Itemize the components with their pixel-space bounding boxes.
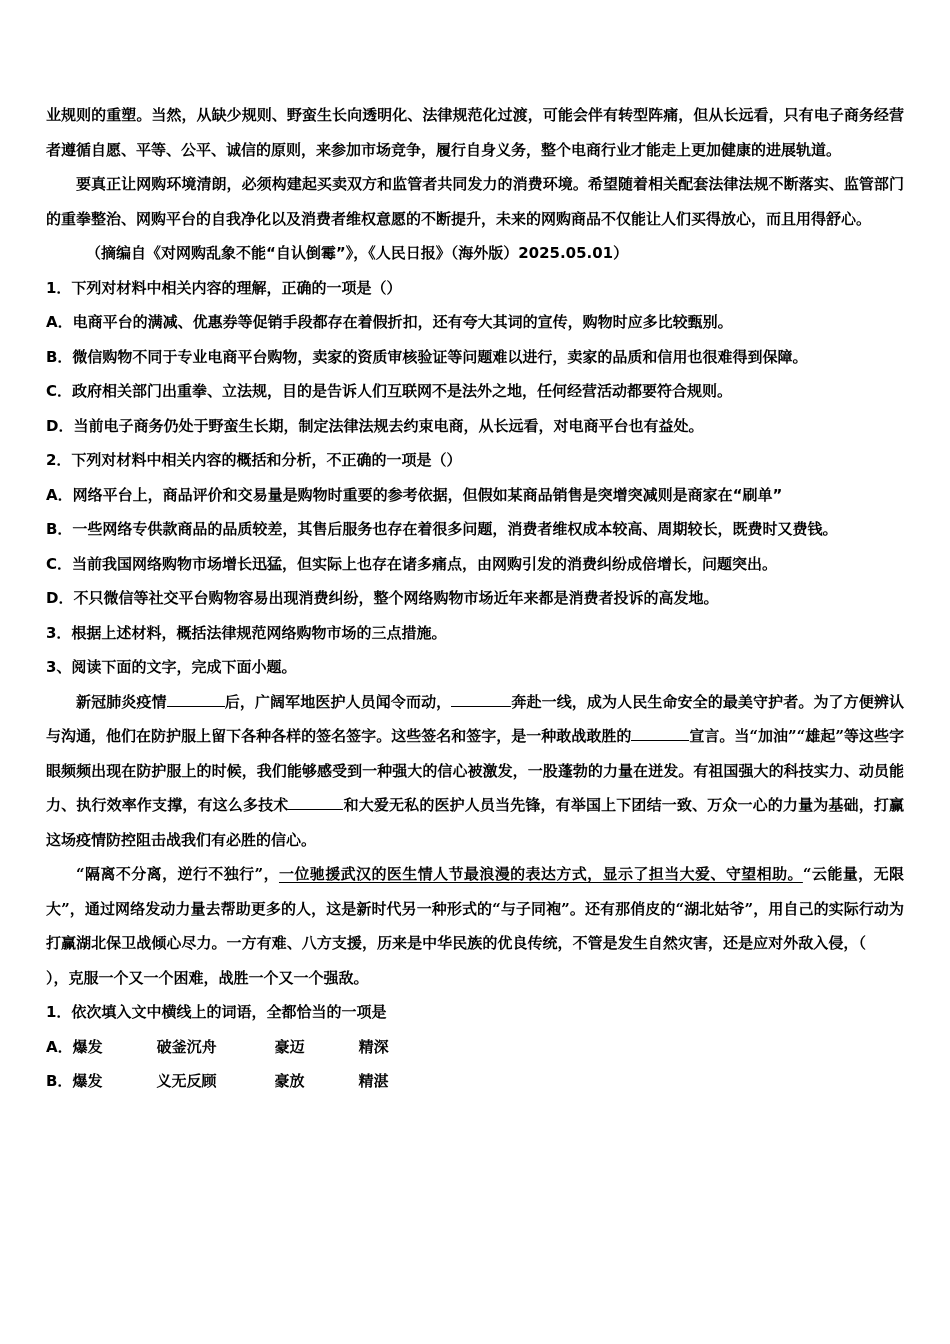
text-segment: 奔赴一线，成为人民生命安全的最美守护者。为了方便辨认与沟通，他们在防护服上留下各种各样的签名签字。这些签名和签字，是一种敢战敢胜的 (46, 692, 904, 745)
section-3-heading: 3、阅读下面的文字，完成下面小题。 (46, 658, 297, 676)
document-content (46, 98, 904, 1099)
fill-blank-3 (631, 725, 689, 741)
passage-source: （摘编自《对网购乱象不能“自认倒霉”》，《人民日报》（海外版）2025.05.01） (86, 244, 629, 262)
question-4-option-a (46, 1030, 904, 1065)
option-letter: B． (46, 1072, 73, 1090)
question-2-option-c: C．当前我国网络购物市场增长迅猛，但实际上也存在诸多痛点，由网购引发的消费纠纷成倍增长，问题突出。 (46, 554, 778, 573)
text-segment: “云能量，无限大”，通过网络发动力量去帮助更多的人，这是新时代另一种形式的“与子同袍”。还有那俏皮的“湖北姑爷”，用自己的实际行动为打赢湖北保卫战倾心尽力。一方有难、八方支援，历来是中华民族的优良传统，不管是发生自然灾害，还是应对外敌入侵，（ (46, 865, 904, 952)
passage-paragraph-1: 业规则的重塑。当然，从缺少规则、野蛮生长向透明化、法律规范化过渡，可能会伴有转型阵痛，但从长远看，只有电子商务经营者遵循自愿、平等、公平、诚信的原则，来参加市场竞争，履行自身义务，整个电商行业才能走上更加健康的进展轨道。 (46, 106, 904, 159)
underlined-sentence: 一位驰援武汉的医生情人节最浪漫的表达方式，显示了担当大爱、守望相助。 (278, 865, 803, 883)
fill-blank-2 (451, 691, 511, 707)
text-segment: ），克服一个又一个困难，战胜一个又一个强敌。 (46, 968, 369, 987)
question-1-option-b: B．微信购物不同于专业电商平台购物，卖家的资质审核验证等问题难以进行，卖家的品质和信用也很难得到保障。 (46, 347, 808, 366)
fill-blank-1 (167, 691, 225, 707)
option-word-2: 破釜沉舟 (156, 1037, 217, 1056)
question-4-stem: 1．依次填入文中横线上的词语，全都恰当的一项是 (46, 1003, 387, 1021)
passage-paragraph-2: 要真正让网购环境清朗，必须构建起买卖双方和监管者共同发力的消费环境。希望随着相关配套法律法规不断落实、监管部门的重拳整治、网购平台的自我净化以及消费者维权意愿的不断提升，未来的网购商品不仅能让人们买得放心，而且用得舒心。 (46, 175, 904, 228)
question-2-option-d: D．不只微信等社交平台购物容易出现消费纠纷，整个网络购物市场近年来都是消费者投诉的高发地。 (46, 589, 719, 607)
text-segment: 新冠肺炎疫情 (76, 692, 167, 711)
text-segment: “隔离不分离，逆行不独行”， (76, 865, 279, 883)
text-segment: 后，广阔军地医护人员闻令而动， (224, 692, 452, 711)
question-4-option-b (46, 1064, 904, 1099)
question-2-option-a: A．网络平台上，商品评价和交易量是购物时重要的参考依据，但假如某商品销售是突增突减则是商家在“刷单” (46, 485, 783, 504)
option-word-4: 精深 (358, 1037, 389, 1056)
option-word-3: 豪迈 (274, 1037, 305, 1056)
text-segment: 和大爱无私的医护人员当先锋，有举国上下团结一致、万众一心的力量为基础，打赢这场疫情防控阻击战我们有必胜的信心。 (46, 796, 904, 849)
question-1-option-d: D．当前电子商务仍处于野蛮生长期，制定法律法规去约束电商，从长远看，对电商平台也有益处。 (46, 416, 704, 435)
question-1-stem: 1．下列对材料中相关内容的理解，正确的一项是（） (46, 278, 402, 297)
text-segment: 宣言。当“加油”“雄起”等这些字眼频频出现在防护服上的时候，我们能够感受到一种强大的信心被激发，一股蓬勃的力量在迸发。有祖国强大的科技实力、动员能力、执行效率作支撑，有这么多技术 (46, 727, 904, 814)
question-1-option-c: C．政府相关部门出重拳、立法规，目的是告诉人们互联网不是法外之地，任何经营活动都要符合规则。 (46, 382, 733, 400)
option-word-2: 义无反顾 (156, 1072, 217, 1090)
question-1-option-a: A．电商平台的满减、优惠券等促销手段都存在着假折扣，还有夸大其词的宣传，购物时应多比较甄别。 (46, 313, 733, 331)
fill-blank-4 (288, 794, 343, 810)
option-word-1: 爆发 (72, 1037, 103, 1056)
question-2-option-b: B．一些网络专供款商品的品质较差，其售后服务也存在着很多问题，消费者维权成本较高、周期较长，既费时又费钱。 (46, 520, 838, 538)
option-letter: A． (46, 1037, 73, 1056)
option-word-4: 精湛 (358, 1072, 389, 1090)
section-3-paragraph-2 (46, 857, 904, 995)
section-3-paragraph-1 (46, 685, 904, 858)
option-word-1: 爆发 (72, 1072, 103, 1090)
question-3-stem: 3．根据上述材料，概括法律规范网络购物市场的三点措施。 (46, 623, 447, 642)
question-2-stem: 2．下列对材料中相关内容的概括和分析，不正确的一项是（） (46, 451, 462, 469)
option-word-3: 豪放 (274, 1072, 305, 1090)
